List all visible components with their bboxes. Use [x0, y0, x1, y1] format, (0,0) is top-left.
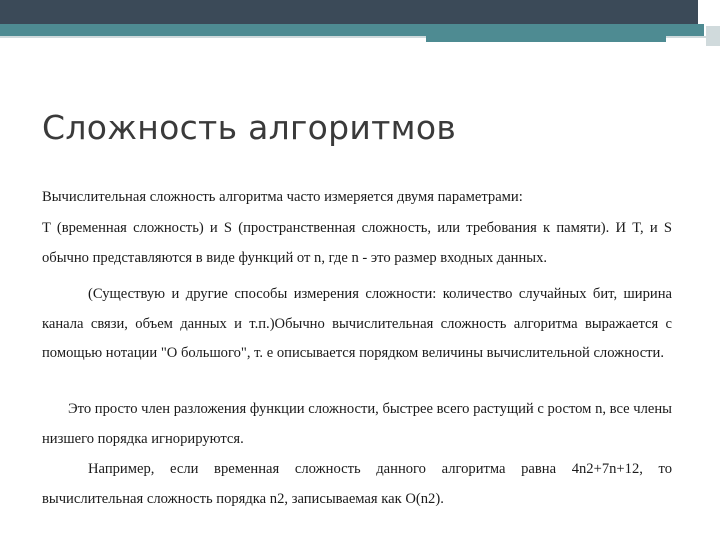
header-teal-band: [0, 24, 704, 36]
paragraph-time-space: T (временная сложность) и S (пространственная сложность, или требования к памяти). И T, и S обычно представляются в виде функций от n, где n - это размер входных данных.: [42, 220, 672, 266]
header-decoration: [0, 0, 720, 26]
header-corner: [706, 26, 720, 46]
paragraph-dominant-term: Это просто член разложения функции сложности, быстрее всего растущий с ростом n, все члены низшего порядка игнорируются.: [42, 401, 672, 447]
slide-title: Сложность алгоритмов: [42, 108, 457, 147]
header-corner-gap: [698, 0, 720, 26]
paragraph-intro: Вычислительная сложность алгоритма часто измеряется двумя параметрами:: [42, 189, 523, 205]
paragraph-example: Например, если временная сложность данного алгоритма равна 4n2+7n+12, то вычислительная сложность порядка n2, записываемая как O(n2).: [42, 461, 672, 507]
header-accent-strip: [426, 36, 666, 42]
paragraph-other-measures: (Существую и другие способы измерения сложности: количество случайных бит, ширина канала связи, объем данных и т.п.)Обычно вычислительная сложность алгоритма выражается с помощью нотации "О большого", т. е описывается порядком величины вычислительной сложности.: [42, 286, 672, 361]
header-dark-band: [0, 0, 698, 26]
